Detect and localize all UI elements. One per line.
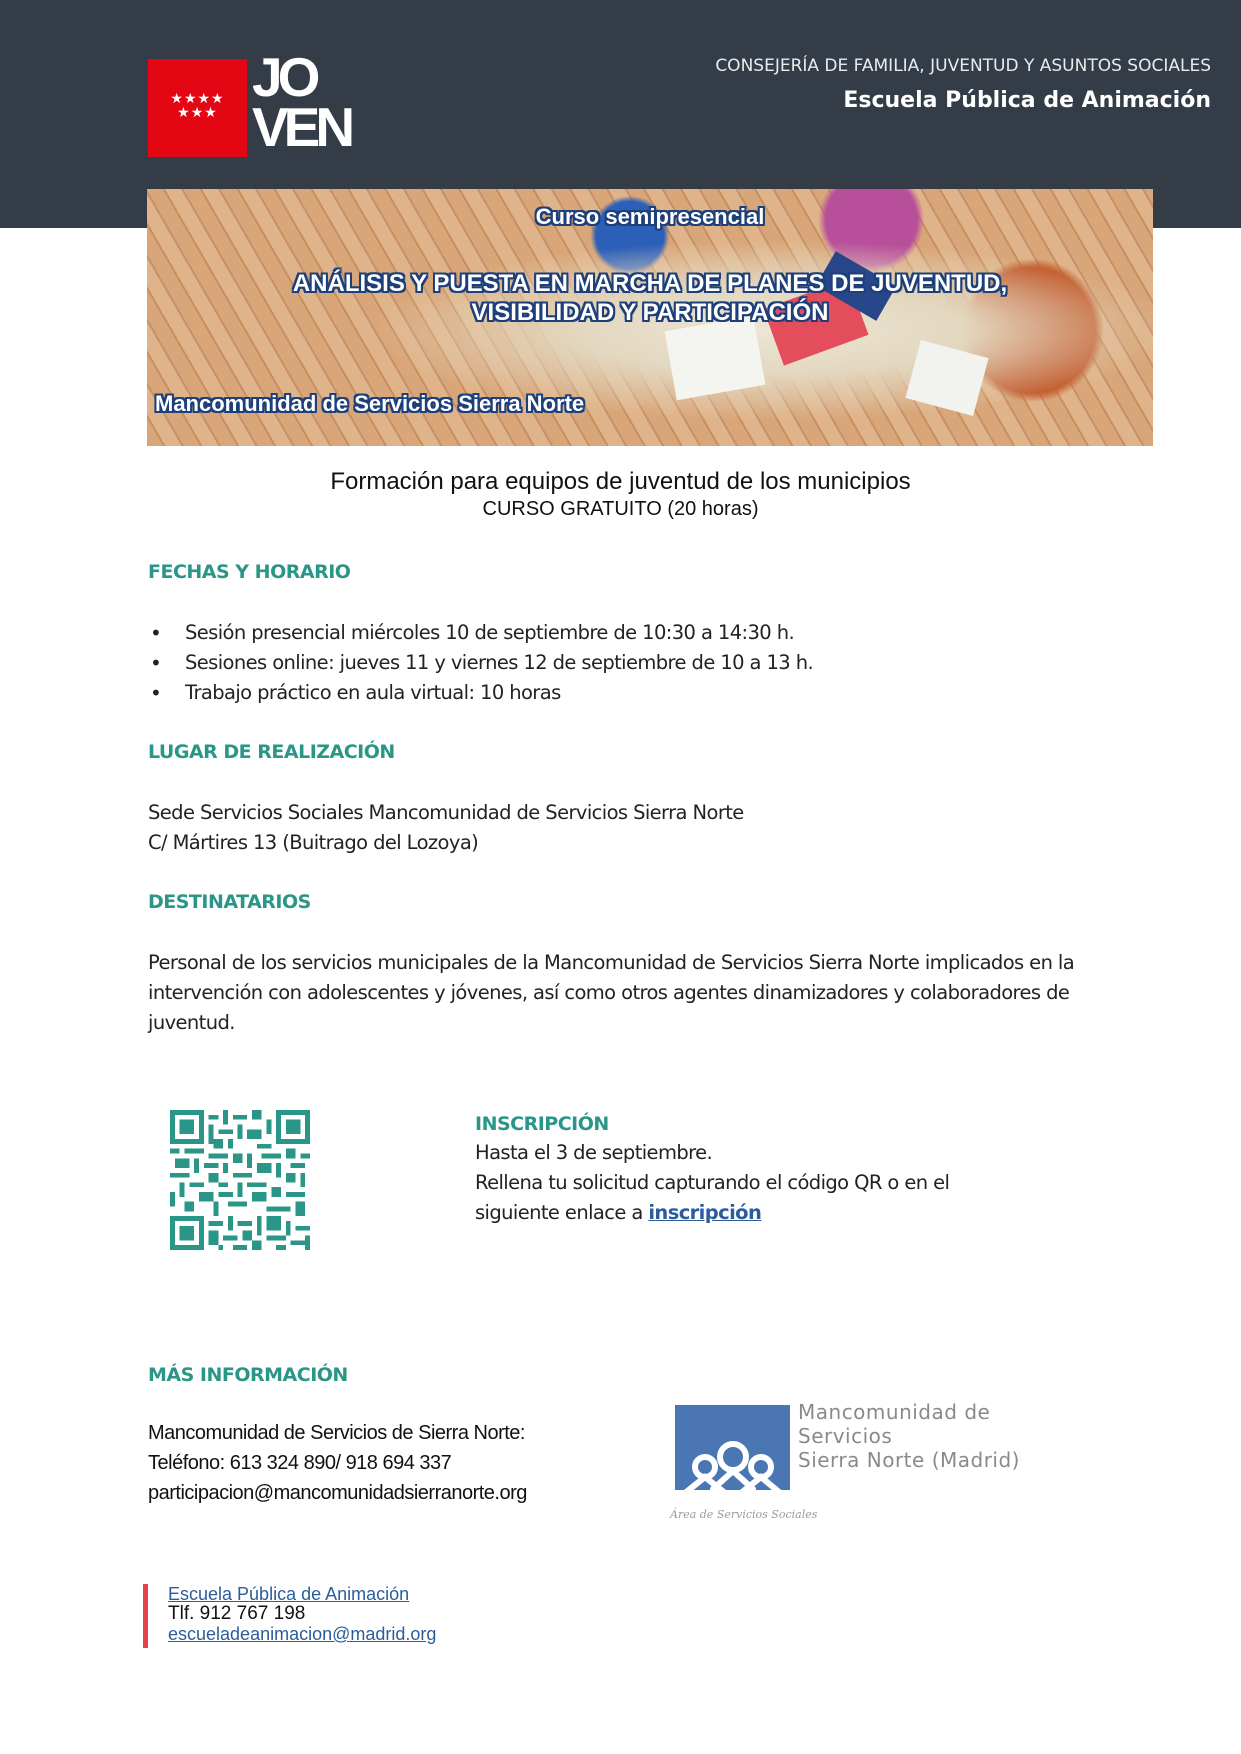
- section-heading-lugar: LUGAR DE REALIZACIÓN: [148, 741, 395, 763]
- location-line2: C/ Mártires 13 (Buitrago del Lozoya): [148, 831, 479, 854]
- schedule-item: • Trabajo práctico en aula virtual: 10 horas: [148, 678, 813, 708]
- stars-icon: ★★★★ ★★★: [170, 90, 225, 120]
- registration-instructions: Rellena tu solicitud capturando el código QR o en el: [475, 1171, 950, 1194]
- intro: [0, 468, 1241, 521]
- header-institution: [715, 56, 1211, 113]
- contact-info: [148, 1418, 527, 1508]
- mancomunidad-logo: [670, 1400, 1090, 1530]
- school-name: Escuela Pública de Animación: [843, 88, 1211, 113]
- footer-contact: [143, 1584, 436, 1648]
- people-icon: [675, 1405, 790, 1500]
- joven-logo: [252, 46, 351, 158]
- schedule-list: [148, 618, 813, 708]
- course-title-line1: ANÁLISIS Y PUESTA EN MARCHA DE PLANES DE JUVENTUD,: [292, 270, 1008, 297]
- banner-photo-detail: [905, 340, 988, 416]
- section-heading-destinatarios: DESTINATARIOS: [148, 891, 311, 913]
- intro-subtitle: Formación para equipos de juventud de los municipios: [330, 468, 911, 495]
- partner-subtitle: Área de Servicios Sociales: [670, 1508, 818, 1521]
- audience-line1: Personal de los servicios municipales de la Mancomunidad de Servicios Sierra Norte implicados en la: [148, 951, 1075, 974]
- footer-phone: Tlf. 912 767 198: [168, 1603, 306, 1624]
- registration-link-line: [475, 1198, 949, 1228]
- audience-line2: intervención con adolescentes y jóvenes, así como otros agentes dinamizadores y colaboradores de: [148, 981, 1070, 1004]
- intro-free-course: CURSO GRATUITO (20 horas): [482, 498, 759, 520]
- registration-deadline: Hasta el 3 de septiembre.: [475, 1141, 713, 1164]
- school-link[interactable]: Escuela Pública de Animación: [168, 1584, 410, 1604]
- qr-code-icon[interactable]: [170, 1110, 310, 1250]
- mancomunidad-logo-text: [798, 1400, 1020, 1472]
- location-text: [148, 798, 744, 858]
- mancomunidad-logo-mark: [675, 1405, 790, 1490]
- location-line1: Sede Servicios Sociales Mancomunidad de Servicios Sierra Norte: [148, 801, 744, 824]
- contact-organization: Mancomunidad de Servicios de Sierra Norte:: [148, 1422, 525, 1444]
- audience-text: [148, 948, 1074, 1038]
- partner-line3: Sierra Norte (Madrid): [798, 1448, 1020, 1472]
- partner-line1: Mancomunidad de: [798, 1400, 991, 1424]
- school-email-link[interactable]: escueladeanimacion@madrid.org: [168, 1624, 437, 1644]
- course-organizer: Mancomunidad de Servicios Sierra Norte: [155, 391, 585, 416]
- section-heading-fechas: FECHAS Y HORARIO: [148, 561, 351, 583]
- schedule-item: • Sesión presencial miércoles 10 de septiembre de 10:30 a 14:30 h.: [148, 618, 813, 648]
- logo-word-top: JO: [252, 46, 316, 108]
- audience-line3: juventud.: [148, 1011, 235, 1034]
- course-title: [147, 269, 1153, 327]
- comunidad-madrid-logo: [148, 59, 247, 157]
- registration-link-prefix: siguiente enlace a: [475, 1201, 649, 1224]
- section-heading-inscripcion: INSCRIPCIÓN: [475, 1113, 609, 1135]
- inscripcion-link[interactable]: inscripción: [648, 1201, 762, 1224]
- contact-email: participacion@mancomunidadsierranorte.org: [148, 1482, 527, 1504]
- course-type: Curso semipresencial: [535, 204, 765, 229]
- schedule-item: • Sesiones online: jueves 11 y viernes 12 de septiembre de 10 a 13 h.: [148, 648, 813, 678]
- registration-text: [475, 1138, 949, 1228]
- logo-word-bottom: VEN: [252, 96, 351, 158]
- partner-line2: Servicios: [798, 1424, 893, 1448]
- course-title-line2: VISIBILIDAD Y PARTICIPACIÓN: [471, 299, 829, 326]
- ministry-name: CONSEJERÍA DE FAMILIA, JUVENTUD Y ASUNTOS SOCIALES: [715, 56, 1211, 76]
- banner-photo-detail: [665, 315, 766, 400]
- contact-phone: Teléfono: 613 324 890/ 918 694 337: [148, 1452, 452, 1474]
- course-banner: [147, 189, 1153, 446]
- section-heading-mas-info: MÁS INFORMACIÓN: [148, 1364, 348, 1386]
